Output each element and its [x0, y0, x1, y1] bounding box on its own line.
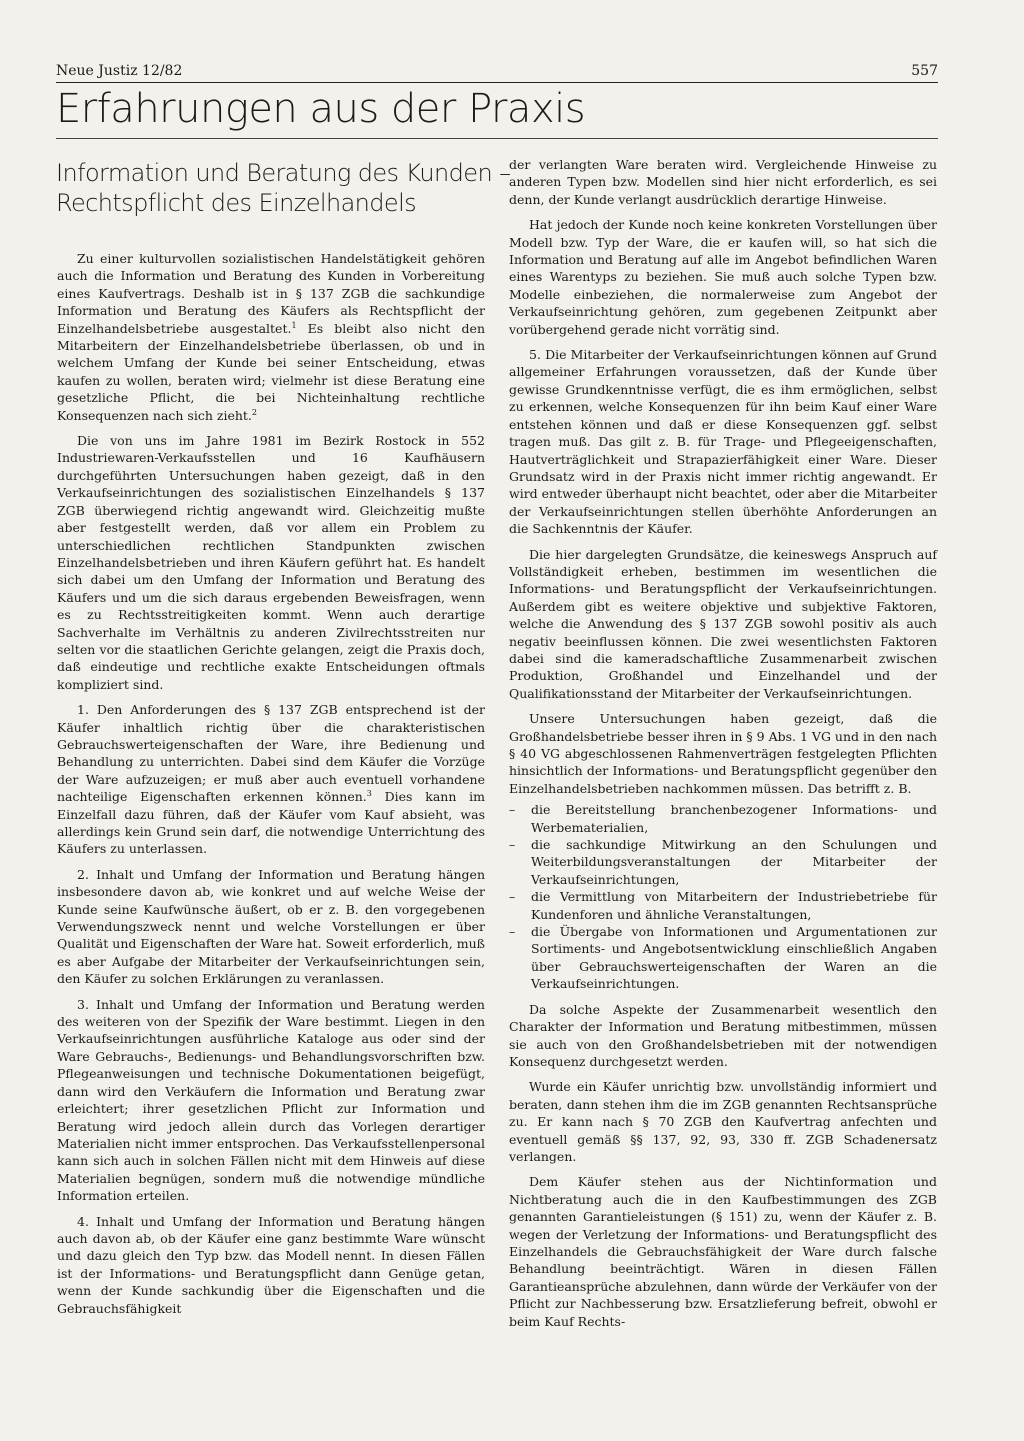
obligations-list [509, 801, 937, 992]
section-rule [56, 138, 938, 139]
paragraph-intro [57, 250, 485, 424]
list-item: – die Vermittlung von Mitarbeitern der Industriebetriebe für Kundenforen und ähnliche Veranstaltungen, [509, 888, 937, 923]
paragraph-point-2: 2. Inhalt und Umfang der Information und Beratung hängen insbesondere davon ab, wie konkret und auf welche Weise der Kunde seine Kaufwünsche äußert, ob er z. B. den vorgegebenen Verwendungszweck nennt und welche Vorstellungen er über Qualität und Eigenschaften der Ware hat. Soweit erforderlich, muß es aber Aufgabe der Mitarbeiter der Verkaufseinrichtungen sein, den Käufer zu solchen Erklärungen zu veranlassen. [57, 866, 485, 987]
text-run: Zu einer kulturvollen sozialistischen Handelstätigkeit gehören auch die Information und Beratung des Kunden in Vorbereitung eines Kaufvertrags. Deshalb ist in § 137 ZGB die sachkundige Information und Beratung des Käufers als Rechtspflicht der Einzelhandelsbetriebe ausgestaltet. [57, 251, 485, 336]
text-run: Es bleibt also nicht den Mitarbeitern der Einzelhandelsbetriebe überlassen, ob und in welchem Umfang der Kunde bei seiner Entscheidung, etwas kaufen zu wollen, beraten wird; vielmehr ist diese Beratung eine gesetzliche Pflicht, die bei Nichteinhaltung rechtliche Konsequenzen nach sich zieht. [57, 320, 486, 423]
page-header [56, 62, 938, 80]
paragraph-cooperation: Da solche Aspekte der Zusammenarbeit wesentlich den Charakter der Information und Beratung mitbestimmen, müssen sie auch von den Großhandelsbetrieben mit der notwendigen Konsequenz durchgesetzt werden. [509, 1001, 937, 1069]
footnote-ref-3: 3 [366, 789, 372, 799]
footnote-ref-2: 2 [251, 407, 257, 417]
paragraph-point-5: 5. Die Mitarbeiter der Verkaufseinrichtungen können auf Grund allgemeiner Erfahrungen voraussetzen, daß der Kunde über gewisse Grundkenntnisse verfügt, die es ihm ermöglichen, selbst zu erkennen, welche Konsequenzen für ihn beim Kauf einer Ware entstehen können und daß er diese Konsequenzen ggf. selbst tragen muß. Das gilt z. B. für Trage- und Pflegeeigenschaften, Hautverträglichkeit und Strapazierfähigkeit einer Ware. Dieser Grundsatz wird in der Praxis nicht immer richtig angewandt. Er wird entweder überhaupt nicht beachtet, oder aber die Mitarbeiter der Verkaufseinrichtungen stellen überhöhte Anforderungen an die Sachkenntnis der Käufer. [509, 347, 938, 537]
header-rule [56, 82, 938, 83]
list-item: – die Bereitstellung branchenbezogener Informations- und Werbematerialien, [509, 801, 937, 836]
paragraph-point-1 [57, 701, 485, 858]
paragraph-claims: Wurde ein Käufer unrichtig bzw. unvollständig informiert und beraten, dann stehen ihm die im ZGB genannten Rechtsansprüche zu. Er kann nach § 70 ZGB den Kaufvertrag anfechten und eventuell gemäß §§ 137, 92, 93, 330 ff. ZGB Schadenersatz verlangen. [509, 1079, 937, 1164]
journal-issue: Neue Justiz 12/82 [56, 63, 183, 79]
section-title: Erfahrungen aus der Praxis [56, 86, 586, 132]
paragraph-no-preference: Hat jedoch der Kunde noch keine konkreten Vorstellungen über Modell bzw. Typ der Ware, die er kaufen will, so hat sich die Information und Beratung auf alle im Angebot befindlichen Waren eines Warentyps zu beziehen. Sie muß auch solche Typen bzw. Modelle einbeziehen, die normalerweise zum Angebot der Verkaufseinrichtung gehören, zum gegebenen Zeitpunkt aber vorübergehend gerade nicht vorrätig sind. [509, 217, 937, 337]
text-run: Dies kann im Einzelfall dazu führen, daß der Käufer vom Kauf absieht, was allerdings kein Grund sein darf, die notwendige Unterrichtung des Käufers zu unterlassen. [57, 789, 485, 857]
left-column [57, 250, 485, 1325]
paragraph-point-3: 3. Inhalt und Umfang der Information und Beratung werden des weiteren von der Spezifik der Ware bestimmt. Liegen in den Verkaufseinrichtungen ausführliche Kataloge aus oder sind der Ware Gebrauchs-, Bedienungs- und Behandlungsvorschriften bzw. Pflegeanweisungen und technische Dokumentationen beigefügt, dann wird den Verkäufern die Information und Beratung zwar erleichtert; ihrer gesetzlichen Pflicht zur Information und Beratung wird jedoch allein durch das Vorlegen derartiger Materialien nicht immer entsprochen. Das Verkaufsstellenpersonal kann sich auch in solchen Fällen nicht mit dem Hinweis auf diese Materialien begnügen, sondern muß die notwendige mündliche Information erteilen. [57, 996, 485, 1204]
paragraph-warranty: Dem Käufer stehen aus der Nichtinformation und Nichtberatung auch die in den Kaufbestimmungen des ZGB genannten Garantieleistungen (§ 151) zu, wenn der Käufer z. B. wegen der Verletzung der Informations- und Beratungspflicht des Einzelhandels die Gebrauchsfähigkeit der Ware durch falsche Behandlung beeinträchtigt. Wären in diesen Fällen Garantieansprüche abzulehnen, dann würde der Verkäufer von der Pflicht zur Nachbesserung bzw. Ersatzlieferung befreit, obwohl er beim Kauf Rechts- [509, 1174, 937, 1329]
right-column [509, 156, 937, 1338]
paragraph-principles: Die hier dargelegten Grundsätze, die keineswegs Anspruch auf Vollständigkeit erheben, bestimmen im wesentlichen die Informations- und Beratungspflicht der Verkaufseinrichtungen. Außerdem gibt es weitere objektive und subjektive Faktoren, welche die Anwendung des § 137 ZGB sowohl positiv als auch negativ beeinflussen können. Die zwei wesentlichsten Faktoren dabei sind die kameradschaftliche Zusammenarbeit zwischen Produktion, Großhandel und Einzelhandel und der Qualifikationsstand der Mitarbeiter der Verkaufseinrichtungen. [509, 546, 937, 701]
paragraph-continued: der verlangten Ware beraten wird. Vergleichende Hinweise zu anderen Typen bzw. Modellen sind hier nicht erforderlich, es sei denn, der Kunde verlangt ausdrücklich derartige Hinweise. [509, 157, 937, 207]
article-title-line-1: Information und Beratung des Kunden – [56, 159, 511, 187]
paragraph-wholesale: Unsere Untersuchungen haben gezeigt, daß die Großhandelsbetriebe besser ihren in § 9 Abs. 1 VG und in den nach § 40 VG abgeschlossenen Rahmenverträgen festgelegten Pflichten hinsichtlich der Informations- und Beratungspflicht gegenüber den Einzelhandelsbetrieben nachkommen müssen. Das betrifft z. B. [509, 711, 937, 796]
article-title [56, 158, 511, 218]
text-run: 1. Den Anforderungen des § 137 ZGB entsprechend ist der Käufer inhaltlich richtig über die charakteristischen Gebrauchswerteigenschaften der Ware, ihre Bedienung und Behandlung zu unterrichten. Dabei sind dem Käufer die Vorzüge der Ware aufzuzeigen; er muß aber auch eventuell vorhandene nachteilige Eigenschaften erkennen können. [57, 702, 485, 805]
page-number: 557 [911, 63, 938, 79]
article-title-line-2: Rechtspflicht des Einzelhandels [56, 189, 417, 217]
list-item: – die sachkundige Mitwirkung an den Schulungen und Weiterbildungsveranstaltungen der Mitarbeiter der Verkaufseinrichtungen, [509, 836, 937, 888]
footnote-ref-1: 1 [291, 320, 297, 330]
paragraph-point-4: 4. Inhalt und Umfang der Information und Beratung hängen auch davon ab, ob der Käufer eine ganz bestimmte Ware wünscht und dazu gleich den Typ bzw. das Modell nennt. In diesen Fällen ist der Informations- und Beratungspflicht dann Genüge getan, wenn der Kunde sachkundig über die Eigenschaften und die Gebrauchsfähigkeit [57, 1213, 485, 1316]
paragraph-study: Die von uns im Jahre 1981 im Bezirk Rostock in 552 Industriewaren-Verkaufsstellen und 16 Kaufhäusern durchgeführten Untersuchungen haben gezeigt, daß in den Verkaufseinrichtungen des sozialistischen Einzelhandels § 137 ZGB überwiegend richtig angewandt wird. Gleichzeitig mußte aber festgestellt werden, daß vor allem ein Problem zu unterschiedlichen rechtlichen Standpunkten zwischen Einzelhandelsbetrieben und ihren Käufern geführt hat. Es handelt sich dabei um den Umfang der Information und Beratung des Käufers und um die sich daraus ergebenden Beweisfragen, wenn es zu Rechtsstreitigkeiten kommt. Wenn auch derartige Sachverhalte im Verhältnis zu anderen Zivilrechtsstreiten nur selten vor die staatlichen Gerichte gelangen, zeigt die Praxis doch, daß eindeutige und rechtliche exakte Entscheidungen oftmals kompliziert sind. [57, 433, 485, 692]
list-item: – die Übergabe von Informationen und Argumentationen zur Sortiments- und Angebotsentwicklung einschließlich Angaben über Gebrauchswerteigenschaften der Waren an die Verkaufseinrichtungen. [509, 923, 937, 993]
